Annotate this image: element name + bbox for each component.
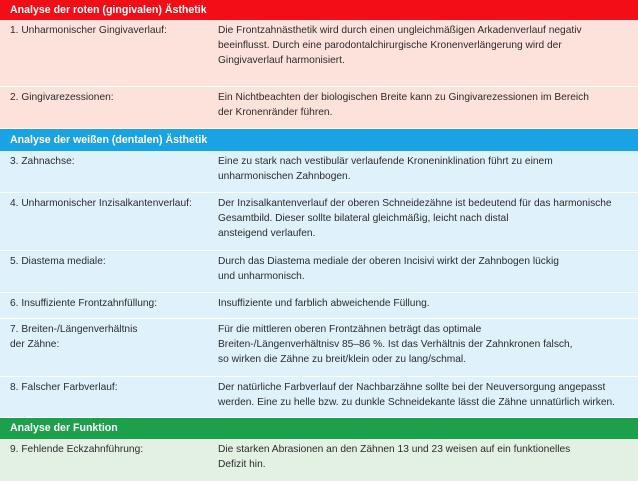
row-label-line: 2. Gingivarezessionen: <box>10 92 114 103</box>
row-description-line: Gingivaverlauf harmonisiert. <box>218 55 345 66</box>
section-white-dental <box>0 129 638 418</box>
table-row <box>0 439 638 482</box>
row-description <box>218 20 628 86</box>
row-description-line: werden. Eine zu helle bzw. zu dunkle Schneidekante lässt die Zähne unnatürlich wirken. <box>218 397 615 408</box>
row-description-line: der Kronenränder führen. <box>218 107 333 118</box>
row-label-line: 8. Falscher Farbverlauf: <box>10 382 118 393</box>
row-description-line: Insuffiziente und farblich abweichende Füllung. <box>218 298 430 309</box>
row-label <box>0 20 218 86</box>
row-label <box>0 193 218 250</box>
row-description-line: so wirken die Zähne zu breit/klein oder zu lang/schmal. <box>218 354 467 365</box>
row-description-line: Die Frontzahnästhetik wird durch einen ungleichmäßigen Arkadenverlauf negativ <box>218 25 582 36</box>
section-header: Analyse der Funktion <box>0 418 638 439</box>
row-description-line: und unharmonisch. <box>218 271 305 282</box>
row-label <box>0 293 218 318</box>
section-red-gingival <box>0 0 638 129</box>
row-label-line: der Zähne: <box>10 339 60 350</box>
row-description-line: Gesamtbild. Dieser sollte bilateral gleichmäßig, leicht nach distal <box>218 213 509 224</box>
row-description-line: Der natürliche Farbverlauf der Nachbarzähne sollte bei der Neuversorgung angepasst <box>218 382 606 393</box>
row-label <box>0 87 218 128</box>
row-label <box>0 377 218 417</box>
row-description <box>218 319 628 376</box>
row-label <box>0 151 218 192</box>
row-description-line: Der Inzisalkantenverlauf der oberen Schneidezähne ist bedeutend für das harmonische <box>218 198 612 209</box>
row-description-line: Die starken Abrasionen an den Zähnen 13 und 23 weisen auf ein funktionelles <box>218 444 571 455</box>
row-label <box>0 319 218 376</box>
table-row <box>0 377 638 418</box>
row-description <box>218 87 628 128</box>
row-description-line: beeinflusst. Durch eine parodontalchirurgische Kronenverlängerung wird der <box>218 40 562 51</box>
section-header: Analyse der weißen (dentalen) Ästhetik <box>0 129 638 151</box>
row-label-line: 6. Insuffiziente Frontzahnfüllung: <box>10 298 158 309</box>
row-description <box>218 251 628 292</box>
row-description-line: Breiten-/Längenverhältnisv 85–86 %. Ist das Verhältnis der Zahnkronen falsch, <box>218 339 573 350</box>
row-label-line: 9. Fehlende Eckzahnführung: <box>10 444 144 455</box>
row-description-line: Defizit hin. <box>218 459 266 470</box>
section-function <box>0 418 638 482</box>
section-header: Analyse der roten (gingivalen) Ästhetik <box>0 0 638 20</box>
table-row <box>0 151 638 193</box>
row-description <box>218 439 628 481</box>
row-description <box>218 377 628 417</box>
table-row <box>0 87 638 129</box>
row-label-line: 3. Zahnachse: <box>10 156 75 167</box>
table-row <box>0 319 638 377</box>
row-description-line: unharmonischen Zahnbogen. <box>218 171 351 182</box>
row-description <box>218 151 628 192</box>
row-label <box>0 251 218 292</box>
row-description <box>218 293 628 318</box>
row-label-line: 7. Breiten-/Längenverhältnis <box>10 324 138 335</box>
row-label-line: 1. Unharmonischer Gingivaverlauf: <box>10 25 167 36</box>
row-description-line: Eine zu stark nach vestibulär verlaufende Kroneninklination führt zu einem <box>218 156 553 167</box>
row-description-line: Durch das Diastema mediale der oberen Incisivi wirkt der Zahnbogen lückig <box>218 256 559 267</box>
table-row <box>0 251 638 293</box>
row-description-line: ansteigend verlaufen. <box>218 228 316 239</box>
row-description <box>218 193 628 250</box>
row-label-line: 5. Diastema mediale: <box>10 256 106 267</box>
row-description-line: Ein Nichtbeachten der biologischen Breite kann zu Gingivarezessionen im Bereich <box>218 92 589 103</box>
table-row <box>0 293 638 319</box>
table-row <box>0 193 638 251</box>
row-description-line: Für die mittleren oberen Frontzähnen beträgt das optimale <box>218 324 482 335</box>
table-row <box>0 20 638 87</box>
row-label-line: 4. Unharmonischer Inzisalkantenverlauf: <box>10 198 192 209</box>
row-label <box>0 439 218 481</box>
